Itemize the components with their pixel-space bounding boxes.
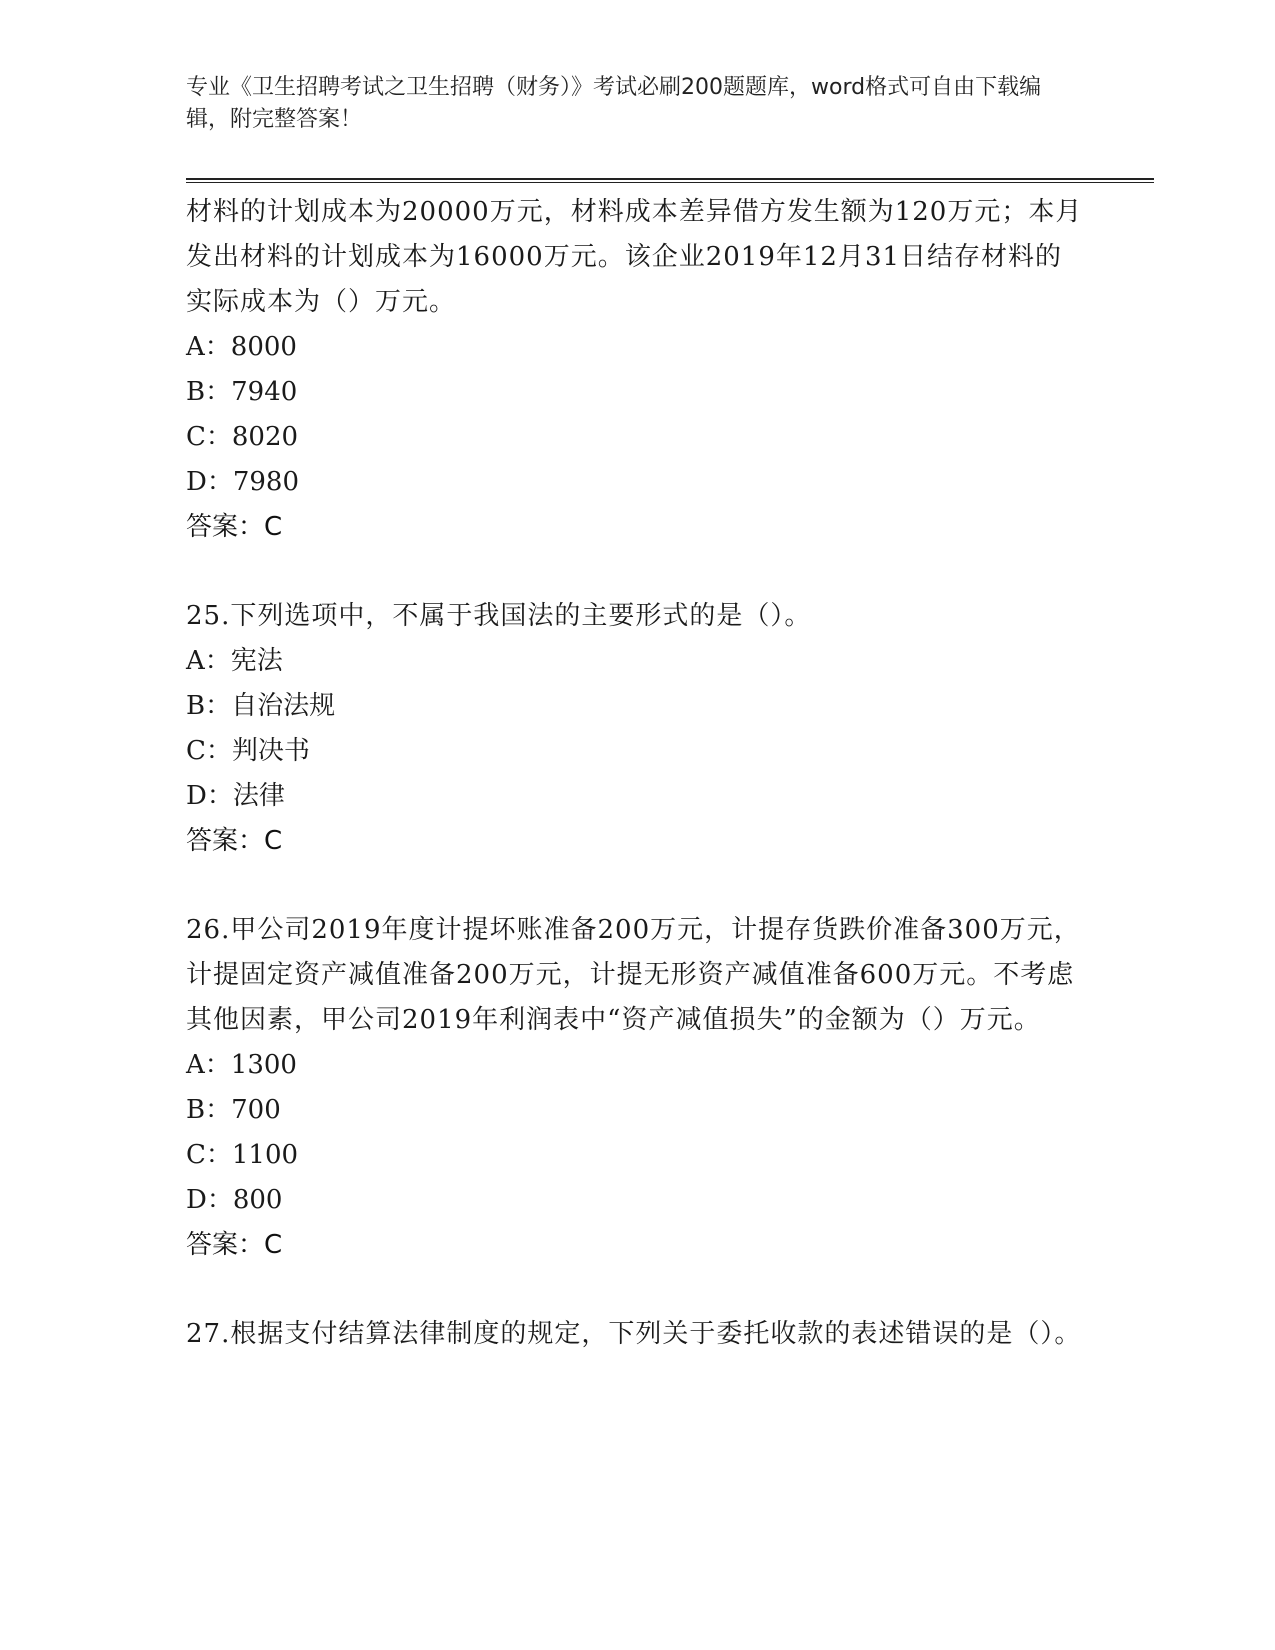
option-b: B：700 [186, 1095, 281, 1125]
question-26 [186, 908, 1086, 1268]
answer: 答案：C [186, 512, 283, 542]
option-d: D：法律 [186, 781, 285, 811]
option-a: A：1300 [186, 1050, 297, 1080]
option-c: C：1100 [186, 1140, 299, 1170]
question-stem: 26.甲公司2019年度计提坏账准备200万元，计提存货跌价准备300万元，计提固定资产减值准备200万元，计提无形资产减值准备600万元。不考虑其他因素，甲公司2019年利润表中“资产减值损失”的金额为（）万元。 [186, 915, 1081, 1035]
header-divider-thick [186, 178, 1154, 180]
question-24 [186, 190, 1086, 550]
option-c: C：8020 [186, 422, 299, 452]
option-a: A：宪法 [186, 646, 283, 676]
option-c: C：判决书 [186, 736, 310, 766]
option-a: A：8000 [186, 332, 297, 362]
option-d: D：800 [186, 1185, 283, 1215]
question-27 [186, 1312, 1086, 1357]
option-b: B：自治法规 [186, 691, 336, 721]
question-25 [186, 594, 1086, 864]
answer: 答案：C [186, 826, 283, 856]
header-divider-thin [186, 182, 1154, 183]
answer: 答案：C [186, 1230, 283, 1260]
page-header: 专业《卫生招聘考试之卫生招聘（财务）》考试必刷200题题库，word格式可自由下载编辑，附完整答案！ [186, 75, 1042, 132]
question-content [186, 190, 1086, 1357]
question-stem: 25.下列选项中，不属于我国法的主要形式的是（）。 [186, 601, 812, 631]
option-d: D：7980 [186, 467, 300, 497]
question-stem: 材料的计划成本为20000万元，材料成本差异借方发生额为120万元；本月发出材料的计划成本为16000万元。该企业2019年12月31日结存材料的实际成本为（）万元。 [186, 197, 1083, 317]
option-b: B：7940 [186, 377, 298, 407]
question-stem: 27.根据支付结算法律制度的规定，下列关于委托收款的表述错误的是（）。 [186, 1319, 1082, 1349]
